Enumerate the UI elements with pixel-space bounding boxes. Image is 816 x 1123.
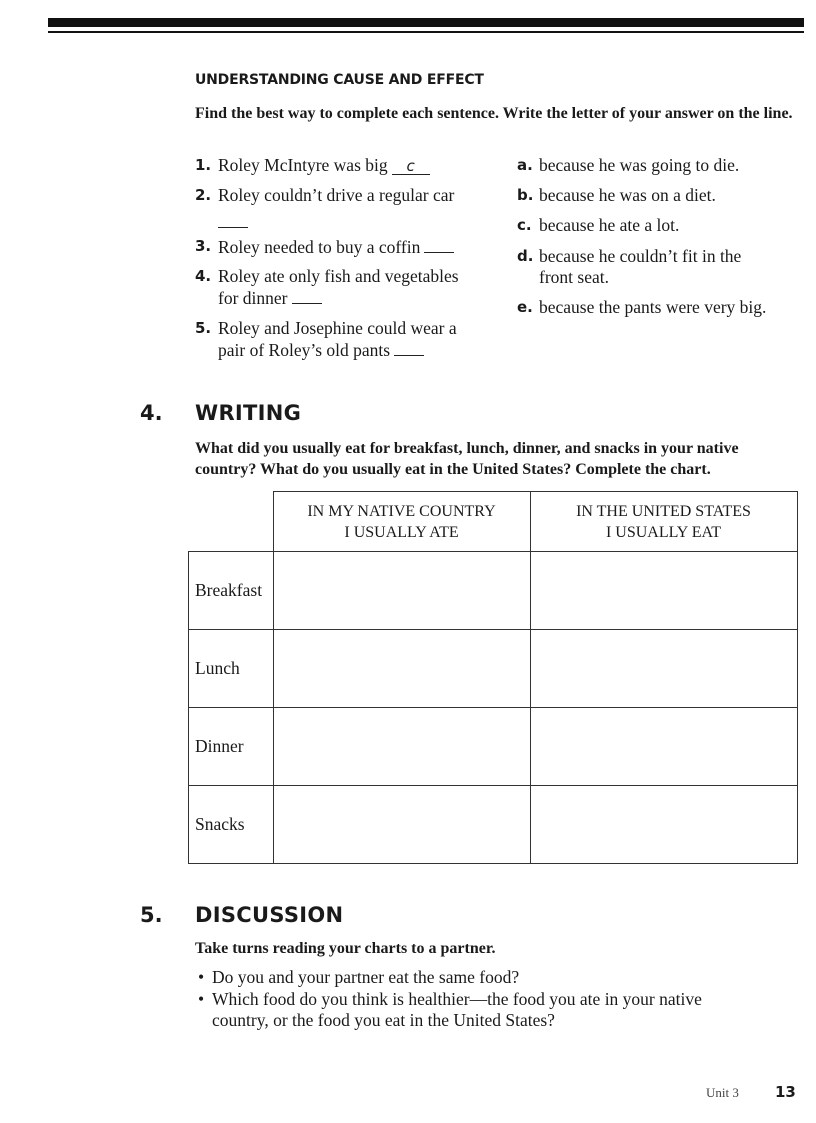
choice-letter: e. [517, 298, 533, 316]
chart-col-header-native: IN MY NATIVE COUNTRY I USUALLY ATE [273, 492, 530, 552]
bullet-text: Which food do you think is healthier—the food you ate in your native [212, 989, 702, 1009]
top-rule-thin [48, 31, 804, 33]
section-heading: WRITING [195, 401, 302, 425]
choice-text: because the pants were very big. [539, 297, 767, 317]
item-text: Roley McIntyre was big [218, 155, 388, 175]
row-label-snacks: Snacks [189, 786, 274, 864]
choice-text: because he couldn’t fit in the [539, 246, 742, 266]
bullet-text: country, or the food you eat in the United States? [212, 1010, 555, 1030]
bullet-text: Do you and your partner eat the same food? [212, 967, 520, 987]
choice-text: because he was on a diet. [539, 185, 716, 205]
chart-cell[interactable] [530, 786, 797, 864]
choice-text: because he was going to die. [539, 155, 740, 175]
row-label-breakfast: Breakfast [189, 552, 274, 630]
section-heading: DISCUSSION [195, 903, 344, 927]
choice-text: because he ate a lot. [539, 215, 680, 235]
choice-letter: d. [517, 247, 534, 265]
item-text: pair of Roley’s old pants [218, 340, 391, 360]
food-chart [188, 491, 798, 864]
item-number: 3. [195, 237, 212, 255]
chart-cell[interactable] [530, 708, 797, 786]
item-text: Roley ate only fish and vegetables [218, 266, 459, 286]
choice-letter: b. [517, 186, 534, 204]
cause-effect-title: UNDERSTANDING CAUSE AND EFFECT [195, 72, 484, 88]
section-number: 5. [140, 903, 163, 927]
section-number: 4. [140, 401, 163, 425]
answer-blank[interactable]: c [392, 158, 430, 175]
bullet-icon: • [198, 967, 205, 987]
item-text: Roley and Josephine could wear a [218, 318, 457, 338]
row-label-dinner: Dinner [189, 708, 274, 786]
top-rule-thick [48, 18, 804, 27]
cause-effect-instruction: Find the best way to complete each sentence. Write the letter of your answer on the line. [195, 105, 793, 122]
table-row [189, 552, 798, 630]
item-number: 5. [195, 319, 212, 337]
choice-letter: c. [517, 216, 532, 234]
footer-unit: Unit 3 [706, 1085, 739, 1100]
chart-cell[interactable] [273, 786, 530, 864]
writing-instruction: What did you usually eat for breakfast, lunch, dinner, and snacks in your native country? What do you usually eat in the United States? Complete the chart. [195, 440, 739, 478]
choice-letter: a. [517, 156, 533, 174]
item-text: for dinner [218, 288, 288, 308]
table-row [189, 708, 798, 786]
chart-corner [189, 492, 274, 552]
table-row [189, 786, 798, 864]
table-row [189, 630, 798, 708]
item-number: 1. [195, 156, 212, 174]
answer-blank[interactable] [424, 236, 454, 253]
chart-cell[interactable] [530, 552, 797, 630]
chart-cell[interactable] [273, 630, 530, 708]
page-number: 13 [775, 1083, 796, 1101]
item-number: 4. [195, 267, 212, 285]
item-text: Roley couldn’t drive a regular car [218, 185, 455, 205]
answer-blank[interactable] [292, 287, 322, 304]
chart-cell[interactable] [530, 630, 797, 708]
answer-blank[interactable] [218, 215, 248, 228]
bullet-icon: • [198, 989, 205, 1009]
discussion-instruction: Take turns reading your charts to a partner. [195, 940, 496, 957]
chart-col-header-us: IN THE UNITED STATES I USUALLY EAT [530, 492, 797, 552]
row-label-lunch: Lunch [189, 630, 274, 708]
item-text: Roley needed to buy a coffin [218, 237, 421, 257]
chart-cell[interactable] [273, 708, 530, 786]
chart-cell[interactable] [273, 552, 530, 630]
answer-blank[interactable] [394, 339, 424, 356]
choice-text: front seat. [539, 267, 609, 287]
item-number: 2. [195, 186, 212, 204]
